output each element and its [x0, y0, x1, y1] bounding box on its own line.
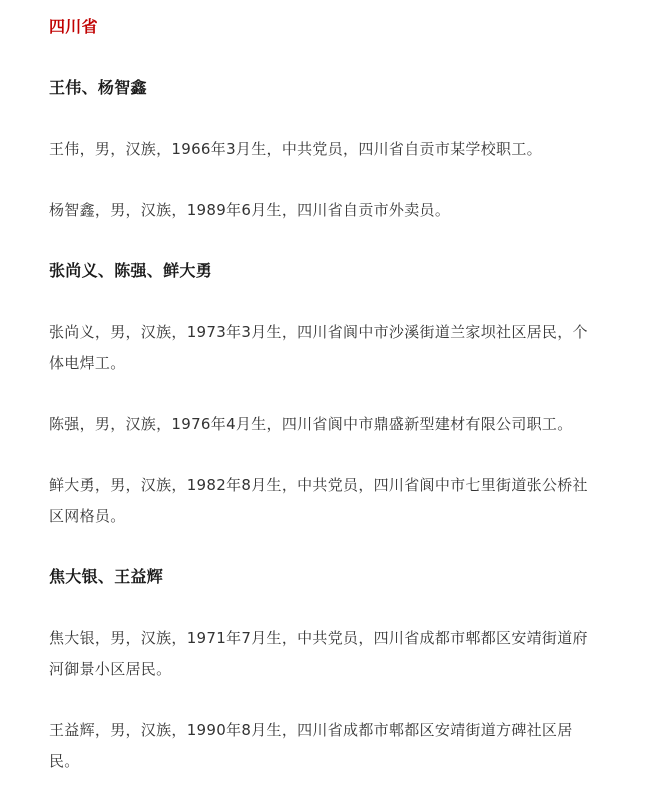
section-heading-3: 焦大银、王益辉 [49, 567, 164, 586]
entry-wang-wei: 王伟，男，汉族，1966年3月生，中共党员，四川省自贡市某学校职工。 [49, 140, 542, 158]
entry-xian-dayong-line-1: 鲜大勇，男，汉族，1982年8月生，中共党员，四川省阆中市七里街道张公桥社 [49, 476, 588, 494]
entry-xian-dayong-line-2: 区网格员。 [49, 507, 126, 525]
section-heading-2: 张尚义、陈强、鲜大勇 [49, 261, 213, 280]
entry-jiao-dayin-line-2: 河御景小区居民。 [49, 660, 172, 678]
entry-jiao-dayin-line-1: 焦大银，男，汉族，1971年7月生，中共党员，四川省成都市郫都区安靖街道府 [49, 629, 588, 647]
entry-zhang-shangyi-line-2: 体电焊工。 [49, 354, 126, 372]
entry-wang-yihui-line-1: 王益辉，男，汉族，1990年8月生，四川省成都市郫都区安靖街道方碑社区居 [49, 721, 573, 739]
entry-chen-qiang: 陈强，男，汉族，1976年4月生，四川省阆中市鼎盛新型建材有限公司职工。 [49, 415, 573, 433]
entry-zhang-shangyi-line-1: 张尚义，男，汉族，1973年3月生，四川省阆中市沙溪街道兰家坝社区居民，个 [49, 323, 588, 341]
entry-yang-zhixin: 杨智鑫，男，汉族，1989年6月生，四川省自贡市外卖员。 [49, 201, 451, 219]
entry-wang-yihui-line-2: 民。 [49, 752, 80, 770]
section-heading-1: 王伟、杨智鑫 [49, 78, 147, 97]
region-title: 四川省 [49, 17, 98, 36]
